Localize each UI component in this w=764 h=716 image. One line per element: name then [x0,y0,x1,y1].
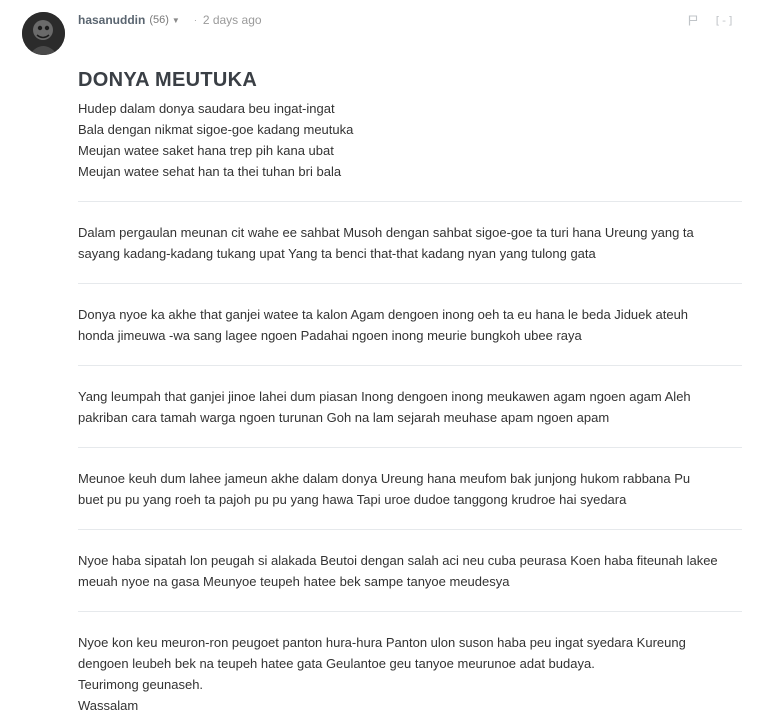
closing-line: Wassalam [78,698,139,713]
stanza-line: Nyoe haba sipatah lon peugah si alakada Beutoi dengan salah aci neu cuba peurasa Koen haba fiteunah lakee [78,553,718,568]
stanza-line: sayang kadang-kadang tukang upat Yang ta benci that-that kadang nyan yang tulong gata [78,246,596,261]
divider [78,365,742,366]
stanza-line: dengoen leubeh bek na teupeh hatee gata Geulantoe geu tanyoe meurunoe adat budaya. [78,656,595,671]
divider [78,201,742,202]
divider [78,611,742,612]
divider [78,447,742,448]
stanza-line: Meunoe keuh dum lahee jameun akhe dalam donya Ureung hana meufom bak junjong hukom rabbana Pu [78,471,691,486]
collapse-button[interactable]: [-] [714,13,734,27]
closing-line: Teurimong geunaseh. [78,677,204,692]
stanza-7 [78,632,742,716]
stanza-3 [78,304,742,346]
flag-icon[interactable] [688,15,698,26]
stanza-line: Yang leumpah that ganjei jinoe lahei dum piasan Inong dengoen inong meukawen agam ngoen agam Aleh [78,389,691,404]
avatar-image [22,12,65,55]
comment-meta [78,12,262,28]
stanza-line: Meujan watee saket hana trep pih kana ubat [78,143,334,158]
comment-actions [688,12,734,28]
stanza-1 [78,98,742,182]
stanza-line: Hudep dalam donya saudara beu ingat-ingat [78,101,335,116]
stanza-line: Donya nyoe ka akhe that ganjei watee ta kalon Agam dengoen inong oeh ta eu hana le beda Jiduek ateuh [78,307,689,322]
reputation-count: (56) [149,14,169,26]
stanza-2 [78,222,742,264]
author-name[interactable]: hasanuddin [78,13,146,27]
stanza-line: Dalam pergaulan meunan cit wahe ee sahbat Musoh dengan sahbat sigoe-goe ta turi hana Ureung yang ta [78,225,694,240]
stanza-4 [78,386,742,428]
stanza-line: pakriban cara tamah warga ngoen turunan Goh na lam sejarah meuhase apam ngoen apam [78,410,610,425]
stanza-line: buet pu pu yang roeh ta pajoh pu pu yang hawa Tapi uroe dudoe tanggong krudroe hai syedara [78,492,627,507]
timestamp[interactable]: 2 days ago [202,13,262,27]
comment-body [78,66,742,716]
comment-title: DONYA MEUTUKA [78,69,258,91]
stanza-line: honda jimeuwa -wa sang lagee ngoen Padahai ngoen inong meurie bungkoh ubee raya [78,328,582,343]
divider [78,529,742,530]
separator-dot: · [193,15,197,25]
stanza-line: Bala dengan nikmat sigoe-goe kadang meutuka [78,122,354,137]
stanza-line: meuah nyoe na gasa Meunyoe teupeh hatee bek sampe tanyoe meudesya [78,574,510,589]
stanza-line: Nyoe kon keu meuron-ron peugoet panton hura-hura Panton ulon suson haba peu ingat syedara Kureung [78,635,686,650]
stanza-6 [78,550,742,592]
stanza-line: Meujan watee sehat han ta thei tuhan bri bala [78,164,342,179]
avatar[interactable] [22,12,65,55]
divider [78,283,742,284]
chevron-down-icon[interactable]: ▼ [171,15,180,25]
stanza-5 [78,468,742,510]
